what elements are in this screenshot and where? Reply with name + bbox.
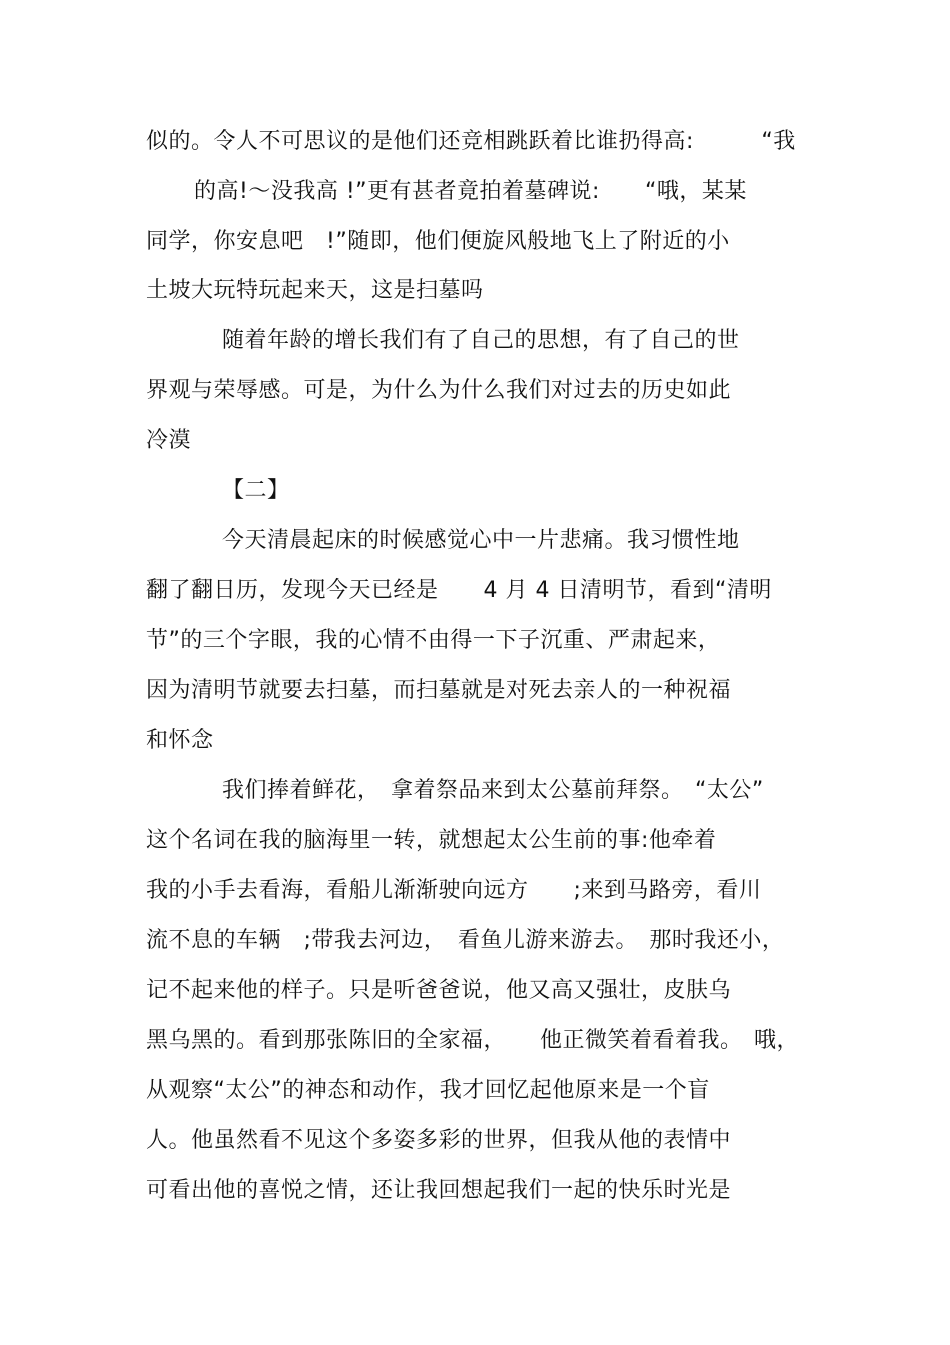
- section-heading: 【二】: [222, 478, 290, 503]
- text-line: 土坡大玩特玩起来天，这是扫墓吗: [146, 278, 484, 303]
- text-line: 我们捧着鲜花， 拿着祭品来到太公墓前拜祭。 “太公”: [222, 778, 764, 803]
- text-line: 人。他虽然看不见这个多姿多彩的世界，但我从他的表情中: [146, 1128, 732, 1153]
- text-line: 同学，你安息吧 !”随即，他们便旋风般地飞上了附近的小: [146, 229, 730, 254]
- text-line: 冷漠: [146, 428, 192, 453]
- text-line: 黑乌黑的。看到那张陈旧的全家福， 他正微笑着看着我。 哦，: [146, 1028, 800, 1053]
- text-line: 今天清晨起床的时候感觉心中一片悲痛。我习惯性地: [222, 528, 740, 553]
- text-line: 的高!～没我高 !”更有甚者竟拍着墓碑说: “哦，某某: [194, 179, 747, 204]
- text-line: 节”的三个字眼，我的心情不由得一下子沉重、严肃起来，: [146, 628, 721, 653]
- text-line: 随着年龄的增长我们有了自己的思想，有了自己的世: [222, 328, 740, 353]
- text-line: 可看出他的喜悦之情，还让我回想起我们一起的快乐时光是: [146, 1178, 732, 1203]
- text-line: 因为清明节就要去扫墓，而扫墓就是对死去亲人的一种祝福: [146, 678, 732, 703]
- text-line: 界观与荣辱感。可是，为什么为什么我们对过去的历史如此: [146, 378, 732, 403]
- text-line: 我的小手去看海，看船儿渐渐驶向远方 ;来到马路旁，看川: [146, 878, 762, 903]
- text-line: 翻了翻日历，发现今天已经是 4 月 4 日清明节，看到“清明: [146, 578, 772, 603]
- text-line: 似的。令人不可思议的是他们还竞相跳跃着比谁扔得高: “我: [146, 129, 796, 154]
- text-line: 记不起来他的样子。只是听爸爸说，他又高又强壮，皮肤乌: [146, 978, 732, 1003]
- text-line: 和怀念: [146, 728, 214, 753]
- text-line: 从观察“太公”的神态和动作，我才回忆起他原来是一个盲: [146, 1078, 710, 1103]
- text-line: 这个名词在我的脑海里一转，就想起太公生前的事:他牵着: [146, 828, 717, 853]
- text-line: 流不息的车辆 ;带我去河边， 看鱼儿游来游去。 那时我还小，: [146, 928, 785, 953]
